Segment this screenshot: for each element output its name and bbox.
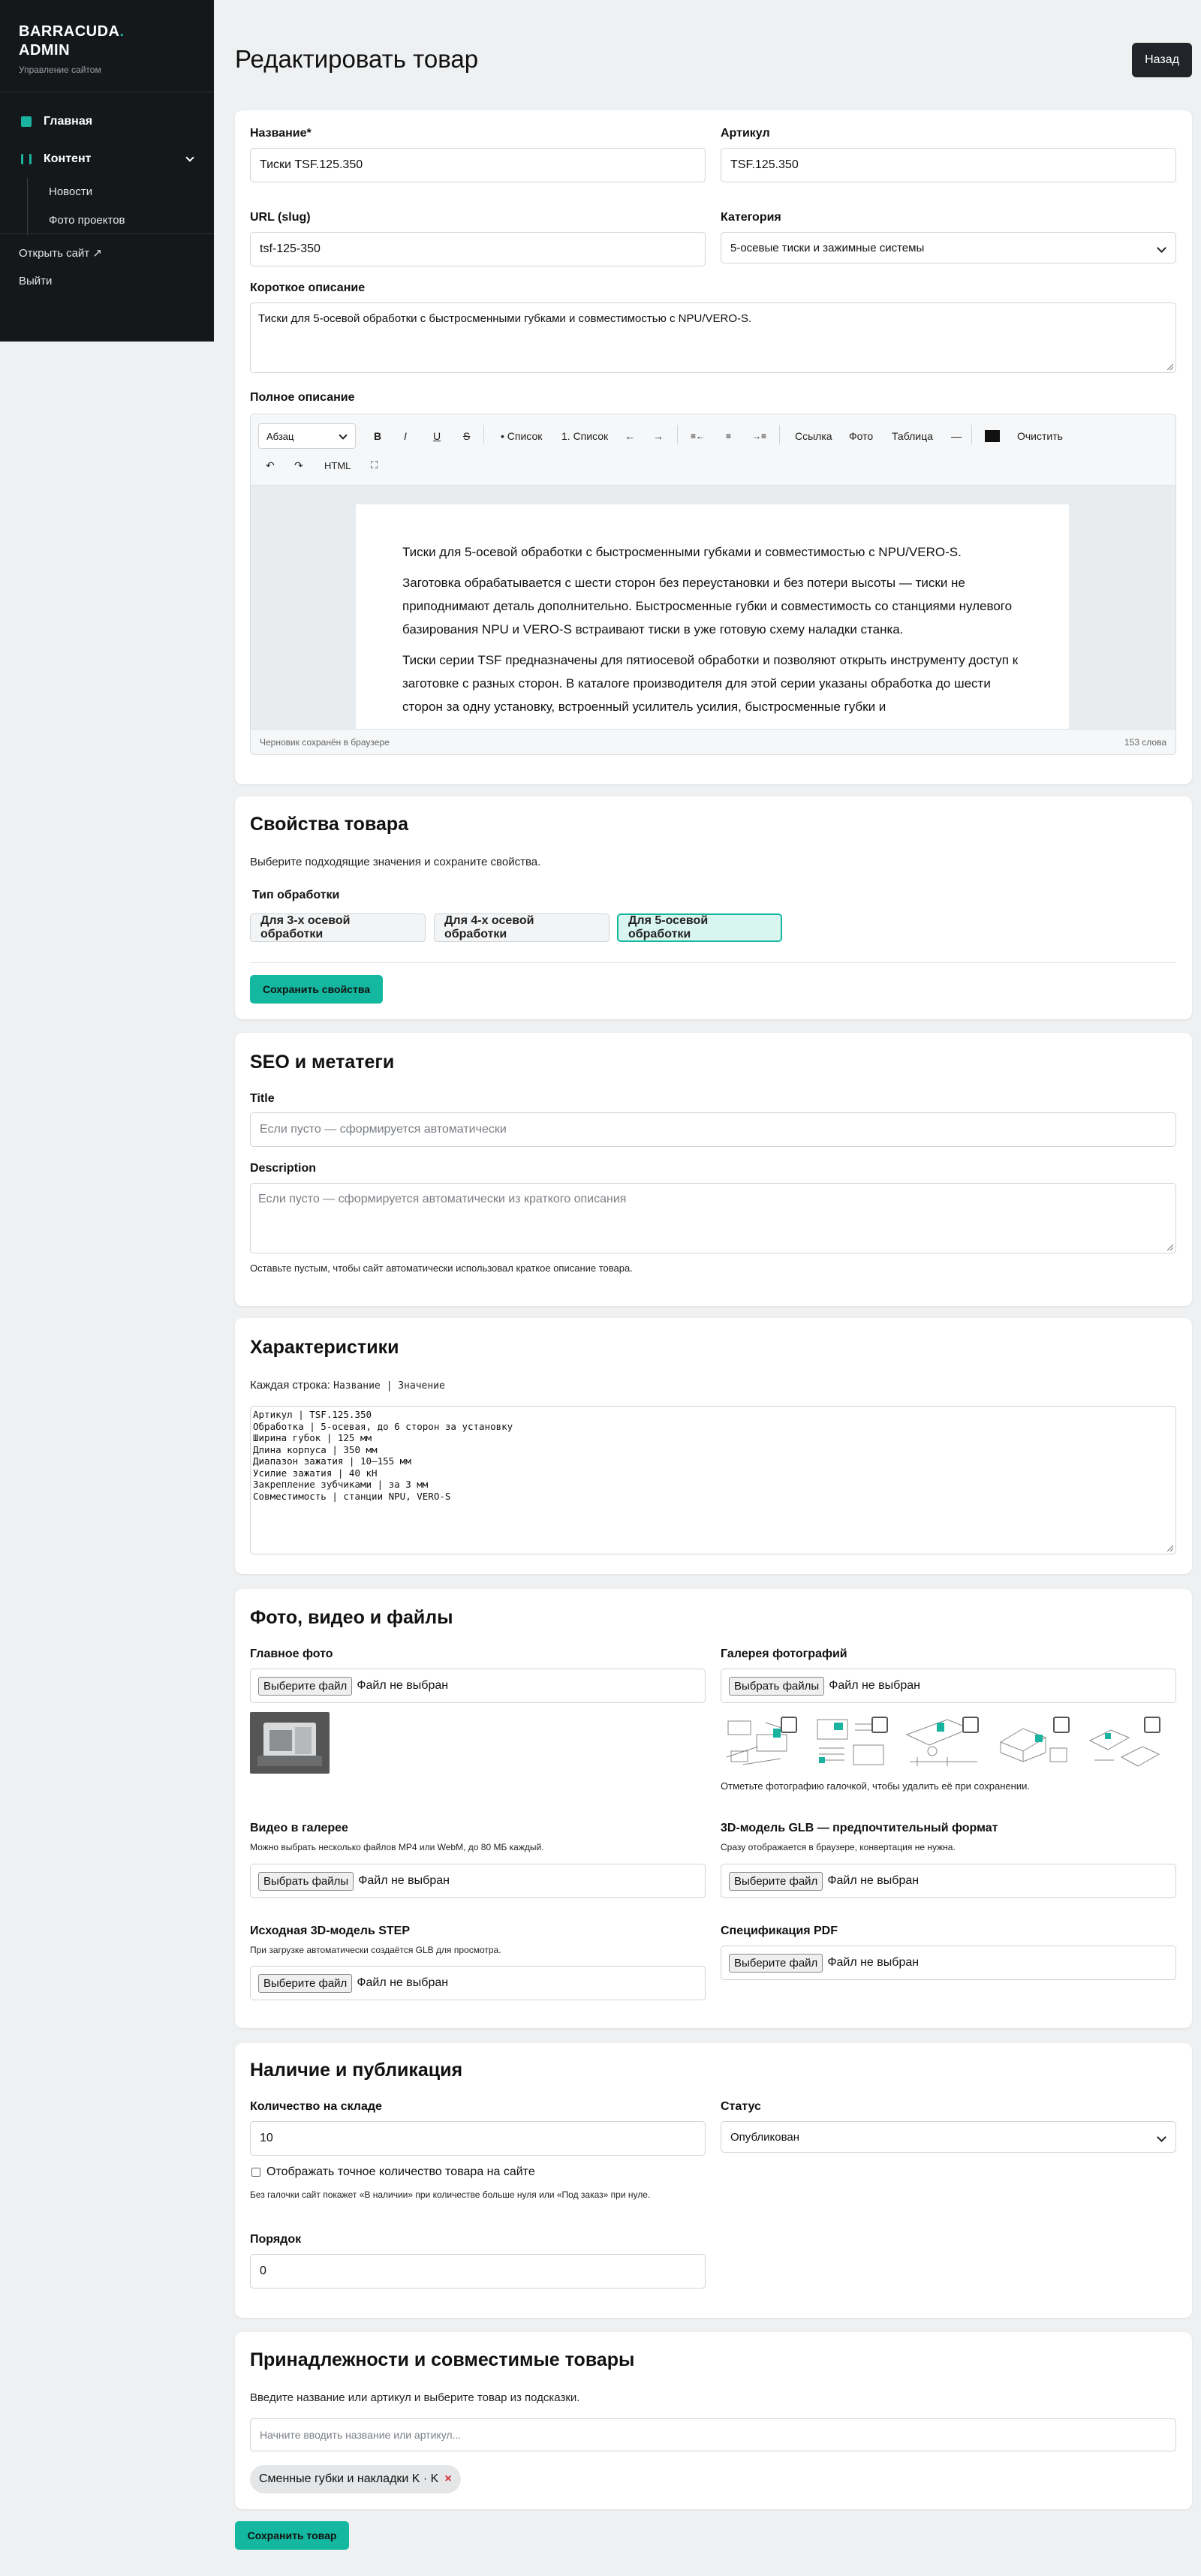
brand-dot: . xyxy=(119,23,125,40)
step-hint: При загрузке автоматически создаётся GLB для просмотра. xyxy=(250,1945,501,1955)
logout-link[interactable]: Выйти xyxy=(19,275,53,287)
specs-hint xyxy=(250,1379,445,1392)
editor-statusbar xyxy=(251,729,1175,754)
chevron-down-icon xyxy=(185,153,194,161)
toolbar-separator xyxy=(677,425,678,444)
align-center-button[interactable]: ≡ xyxy=(726,431,732,441)
name-label: Название* xyxy=(250,127,312,140)
properties-hint: Выберите подходящие значения и сохраните свойства. xyxy=(250,856,541,868)
sidebar-item-label: Главная xyxy=(44,115,93,128)
option-3-axis[interactable]: Для 3-х осевой обработки xyxy=(250,913,426,942)
text-color-button[interactable] xyxy=(985,425,1000,447)
align-right-button[interactable]: →≡ xyxy=(752,431,767,441)
underline-button[interactable]: U xyxy=(433,430,441,442)
choose-file-button[interactable]: Выберите файл xyxy=(729,1954,823,1973)
step-file-input[interactable] xyxy=(250,1966,706,2000)
table-button[interactable]: Таблица xyxy=(892,430,933,442)
sidebar-item-content[interactable] xyxy=(0,140,214,178)
sidebar-item-label: Контент xyxy=(44,152,92,165)
align-left-button[interactable]: ≡← xyxy=(691,431,706,441)
quantity-label: Количество на складе xyxy=(250,2100,382,2113)
short-description-label: Короткое описание xyxy=(250,281,366,294)
main-photo-file-input[interactable] xyxy=(250,1669,706,1703)
fullscreen-button[interactable]: ⛶ xyxy=(371,459,378,471)
gallery-thumbnail xyxy=(1084,1712,1165,1774)
accessory-search-input[interactable]: Начните вводить название или артикул... xyxy=(250,2418,1176,2451)
pdf-file-input[interactable] xyxy=(721,1946,1176,1980)
file-status: Файл не выбран xyxy=(357,1679,449,1692)
file-status: Файл не выбран xyxy=(827,1874,920,1887)
file-status: Файл не выбран xyxy=(827,1956,920,1969)
sidebar-item-photos[interactable]: Фото проектов xyxy=(49,214,125,227)
option-4-axis[interactable]: Для 4-х осевой обработки xyxy=(434,913,610,942)
seo-card xyxy=(235,1033,1192,1306)
meta-title-input[interactable]: Если пусто — сформируется автоматически xyxy=(250,1112,1176,1147)
brand-line1: BARRACUDA xyxy=(19,23,120,40)
draft-status: Черновик сохранён в браузере xyxy=(260,736,390,748)
delete-photo-checkbox[interactable] xyxy=(781,1717,797,1733)
gallery-label: Галерея фотографий xyxy=(721,1648,847,1660)
undo-button[interactable]: ↶ xyxy=(266,459,275,471)
toolbar-separator xyxy=(971,425,972,444)
media-title: Фото, видео и файлы xyxy=(250,1607,453,1628)
clear-format-button[interactable]: Очистить xyxy=(1017,430,1063,442)
color-swatch xyxy=(985,430,1000,442)
specs-hint-text: Каждая строка: xyxy=(250,1379,334,1392)
accessory-tag-label: Сменные губки и накладки K · K xyxy=(259,2472,439,2485)
editor-document[interactable] xyxy=(356,504,1069,745)
file-status: Файл не выбран xyxy=(358,1874,450,1887)
full-description-label: Полное описание xyxy=(250,391,355,404)
page-title: Редактировать товар xyxy=(235,45,479,73)
horizontal-rule-button[interactable]: — xyxy=(951,430,962,442)
delete-photo-checkbox[interactable] xyxy=(871,1717,888,1733)
choose-files-button[interactable]: Выбрать файлы xyxy=(729,1677,824,1696)
gallery-thumbnail xyxy=(811,1712,892,1774)
choose-files-button[interactable]: Выбрать файлы xyxy=(258,1872,354,1891)
file-status: Файл не выбран xyxy=(829,1679,920,1692)
specs-title: Характеристики xyxy=(250,1337,399,1358)
show-exact-checkbox[interactable] xyxy=(251,2168,260,2177)
glb-label: 3D-модель GLB — предпочтительный формат xyxy=(721,1822,998,1834)
paragraph-style-select[interactable]: Абзац xyxy=(258,423,356,449)
video-hint: Можно выбрать несколько файлов MP4 или WebM, до 80 МБ каждый. xyxy=(250,1842,544,1852)
name-input[interactable]: Тиски TSF.125.350 xyxy=(250,148,706,182)
rich-text-editor xyxy=(250,414,1176,755)
seo-title: SEO и метатеги xyxy=(250,1052,395,1073)
sidebar-nav xyxy=(0,92,214,235)
accessory-tag xyxy=(250,2465,461,2493)
sidebar-item-home[interactable] xyxy=(0,103,214,140)
gallery-file-input[interactable] xyxy=(721,1669,1176,1703)
gallery-hint: Отметьте фотографию галочкой, чтобы удалить её при сохранении. xyxy=(721,1780,1030,1792)
pdf-label: Спецификация PDF xyxy=(721,1924,838,1937)
home-icon xyxy=(21,116,32,127)
publish-hint: Без галочки сайт покажет «В наличии» при количестве больше нуля или «Под заказ» при нуле. xyxy=(250,2189,651,2200)
brand-logo[interactable] xyxy=(0,0,214,60)
indent-button[interactable]: → xyxy=(653,430,664,442)
seo-hint: Оставьте пустым, чтобы сайт автоматически использовал краткое описание товара. xyxy=(250,1262,633,1274)
media-card xyxy=(235,1589,1192,2028)
delete-photo-checkbox[interactable] xyxy=(1144,1717,1160,1733)
main-photo-preview xyxy=(250,1712,330,1774)
sku-input[interactable]: TSF.125.350 xyxy=(721,148,1176,182)
sidebar-item-news[interactable]: Новости xyxy=(49,185,93,198)
processing-type-label: Тип обработки xyxy=(252,889,340,901)
glb-hint: Сразу отображается в браузере, конвертация не нужна. xyxy=(721,1842,956,1852)
link-button[interactable]: Ссылка xyxy=(795,430,832,442)
redo-button[interactable]: ↷ xyxy=(294,459,303,471)
italic-button[interactable]: I xyxy=(404,430,407,442)
show-exact-label: Отображать точное количество товара на сайте xyxy=(266,2165,535,2178)
editor-paragraph: Тиски серии TSF предназначены для пятиосевой обработки и позволяют открыть инструменту доступ к заготовке с разных сторон. В каталоге производителя для этой серии указаны обработка до шести сторон за одну установку, встроенный усилитель усилия, быстросменные губки и xyxy=(402,653,1019,714)
gallery-thumbnail xyxy=(993,1712,1074,1774)
properties-card xyxy=(235,796,1192,1019)
choose-file-button[interactable]: Выберите файл xyxy=(258,1974,352,1993)
main-photo-label: Главное фото xyxy=(250,1648,333,1660)
video-label: Видео в галерее xyxy=(250,1822,348,1834)
glb-file-input[interactable] xyxy=(721,1864,1176,1898)
publish-title: Наличие и публикация xyxy=(250,2060,463,2081)
sidebar xyxy=(0,0,214,342)
specs-textarea[interactable]: Артикул | TSF.125.350 Обработка | 5-осевая, до 6 сторон за установку Ширина губок | 125 мм Длина корпуса | 350 мм Диапазон зажатия | 10–155 мм Усилие зажатия | 40 кН Закрепление зубчиками | за 3 мм Совместимость | станции NPU, VERO-S xyxy=(250,1406,1176,1554)
step-label: Исходная 3D-модель STEP xyxy=(250,1924,411,1937)
slug-input[interactable]: tsf-125-350 xyxy=(250,232,706,266)
accessories-title: Принадлежности и совместимые товары xyxy=(250,2349,635,2370)
brand-subtitle: Управление сайтом xyxy=(19,65,101,75)
sidebar-submenu xyxy=(27,178,214,235)
slug-label: URL (slug) xyxy=(250,211,311,224)
status-select[interactable]: Опубликован xyxy=(721,2121,1176,2153)
editor-paragraph: Тиски для 5-осевой обработки с быстросменными губками и совместимостью с NPU/VERO-S. xyxy=(402,545,962,559)
photo-button[interactable]: Фото xyxy=(849,430,874,442)
brand-line2: ADMIN xyxy=(19,42,71,59)
save-properties-button[interactable]: Сохранить свойства xyxy=(250,975,383,1004)
divider xyxy=(250,962,1176,963)
order-input[interactable]: 0 xyxy=(250,2254,706,2289)
status-label: Статус xyxy=(721,2100,761,2113)
editor-toolbar xyxy=(251,414,1175,486)
toolbar-separator xyxy=(779,425,780,444)
html-button[interactable]: HTML xyxy=(324,459,351,471)
meta-description-textarea[interactable]: Если пусто — сформируется автоматически из краткого описания xyxy=(250,1183,1176,1253)
file-status: Файл не выбран xyxy=(357,1976,449,1989)
accessories-hint: Введите название или артикул и выберите товар из подсказки. xyxy=(250,2391,580,2404)
video-file-input[interactable] xyxy=(250,1864,706,1898)
order-label: Порядок xyxy=(250,2233,302,2246)
book-icon xyxy=(21,154,32,164)
category-select[interactable]: 5-осевые тиски и зажимные системы xyxy=(721,232,1176,263)
category-label: Категория xyxy=(721,211,781,224)
outdent-button[interactable]: ← xyxy=(625,430,635,442)
option-5-axis[interactable]: Для 5-осевой обработки xyxy=(617,913,782,942)
numbered-list-button[interactable]: 1. Список xyxy=(561,430,609,442)
sku-label: Артикул xyxy=(721,127,770,140)
bullet-list-button[interactable]: • Список xyxy=(501,430,543,442)
open-site-link[interactable]: Открыть сайт ↗ xyxy=(19,247,102,260)
quantity-input[interactable]: 10 xyxy=(250,2121,706,2156)
specs-card xyxy=(235,1318,1192,1574)
save-product-button[interactable]: Сохранить товар xyxy=(235,2521,349,2550)
back-button[interactable]: Назад xyxy=(1132,43,1192,77)
specs-hint-format: Название | Значение xyxy=(333,1380,445,1392)
editor-paragraph: Заготовка обрабатывается с шести сторон без переустановки и без потери высоты — тиски не приподнимают деталь дополнительно. Быстросменные губки и совместимость со станциями нулевого базирования NPU и VERO-S встраивают тиски в уже готовую схему наладки станка. xyxy=(402,576,1013,636)
gallery-thumbnail xyxy=(902,1712,983,1774)
properties-title: Свойства товара xyxy=(250,814,409,835)
main-fields-card xyxy=(235,110,1192,784)
word-count: 153 слова xyxy=(1124,736,1166,748)
delete-photo-checkbox[interactable] xyxy=(1053,1717,1070,1733)
accessories-card xyxy=(235,2332,1192,2509)
short-description-textarea[interactable]: Тиски для 5-осевой обработки с быстросменными губками и совместимостью с NPU/VERO-S. xyxy=(250,302,1176,373)
toolbar-separator xyxy=(483,425,484,444)
strike-button[interactable]: S xyxy=(463,430,471,442)
meta-title-label: Title xyxy=(250,1092,275,1105)
delete-photo-checkbox[interactable] xyxy=(962,1717,979,1733)
publish-card xyxy=(235,2043,1192,2318)
choose-file-button[interactable]: Выберите файл xyxy=(729,1872,823,1891)
bold-button[interactable]: B xyxy=(374,430,382,442)
gallery-thumbnail xyxy=(721,1712,802,1774)
choose-file-button[interactable]: Выберите файл xyxy=(258,1677,352,1696)
meta-description-label: Description xyxy=(250,1162,317,1175)
remove-tag-icon[interactable]: × xyxy=(444,2472,452,2485)
